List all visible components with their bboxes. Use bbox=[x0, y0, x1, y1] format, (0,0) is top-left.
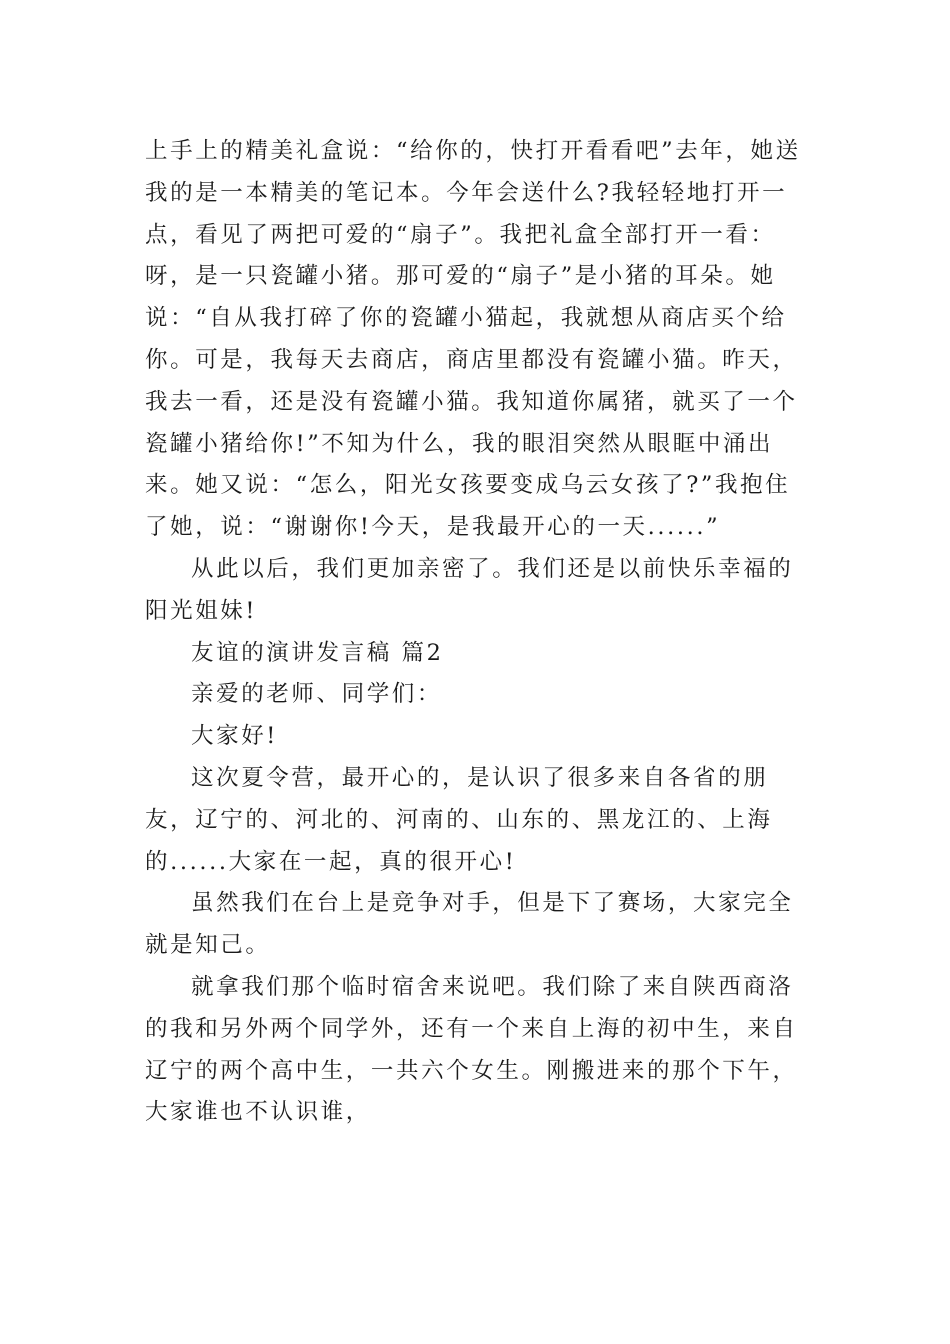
paragraph-summer-camp: 这次夏令营，最开心的，是认识了很多来自各省的朋友，辽宁的、河北的、河南的、山东的、黑龙江的、上海的......大家在一起，真的很开心! bbox=[145, 764, 773, 875]
paragraph-story-ending: 从此以后，我们更加亲密了。我们还是以前快乐幸福的阳光姐妹! bbox=[145, 555, 794, 624]
document-body bbox=[145, 131, 810, 1134]
greeting: 大家好! bbox=[191, 723, 278, 750]
paragraph-competitors: 虽然我们在台上是竞争对手，但是下了赛场，大家完全就是知己。 bbox=[145, 890, 794, 959]
paragraph-continued-story: 上手上的精美礼盒说：“给你的，快打开看看吧”去年，她送我的是一本精美的笔记本。今年会送什么?我轻轻地打开一点，看见了两把可爱的“扇子”。我把礼盒全部打开一看：呀，是一只瓷罐小猪。那可爱的“扇子”是小猪的耳朵。她说：“自从我打碎了你的瓷罐小猫起，我就想从商店买个给你。可是，我每天去商店，商店里都没有瓷罐小猫。昨天，我去一看，还是没有瓷罐小猫。我知道你属猪，就买了一个瓷罐小猪给你!”不知为什么，我的眼泪突然从眼眶中涌出来。她又说：“怎么，阳光女孩要变成乌云女孩了?”我抱住了她，说：“谢谢你!今天，是我最开心的一天......” bbox=[145, 138, 801, 541]
paragraph-dormitory: 就拿我们那个临时宿舍来说吧。我们除了来自陕西商洛的我和另外两个同学外，还有一个来自上海的初中生，来自辽宁的两个高中生，一共六个女生。刚搬进来的那个下午，大家谁也不认识谁， bbox=[145, 973, 798, 1126]
salutation: 亲爱的老师、同学们： bbox=[191, 681, 443, 708]
section-heading: 友谊的演讲发言稿 篇2 bbox=[191, 639, 444, 666]
